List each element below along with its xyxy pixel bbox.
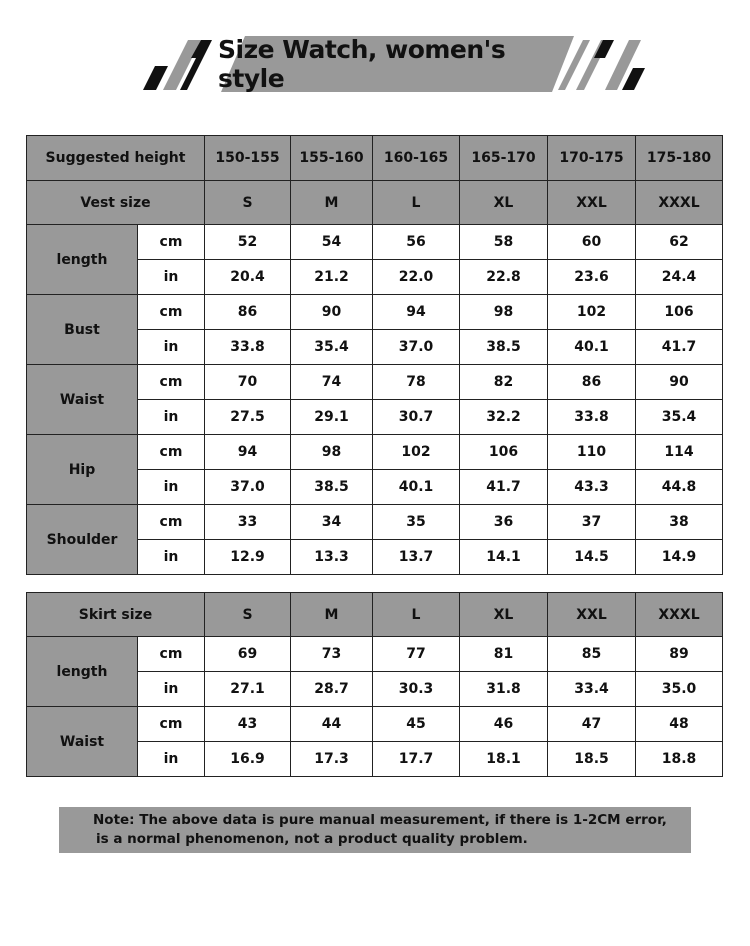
value-cell: 30.3 [373,672,460,707]
value-cell: 37 [548,505,636,540]
value-cell: 20.4 [205,260,291,295]
unit-label: cm [138,637,205,672]
value-cell: 46 [460,707,548,742]
value-cell: 78 [373,365,460,400]
value-cell: 94 [205,435,291,470]
value-cell: 77 [373,637,460,672]
unit-label: in [138,540,205,575]
measurement-label: length [27,225,138,295]
value-cell: 81 [460,637,548,672]
value-cell: 18.5 [548,742,636,777]
measurement-row [27,637,723,672]
value-cell: 22.0 [373,260,460,295]
value-cell: 90 [291,295,373,330]
value-cell: 58 [460,225,548,260]
size-cell: XXL [548,181,636,225]
value-cell: 13.3 [291,540,373,575]
measurement-note [59,807,691,853]
unit-label: in [138,742,205,777]
measurement-row [27,225,723,260]
height-cell: 170-175 [548,136,636,181]
measurement-row [27,365,723,400]
unit-label: cm [138,435,205,470]
value-cell: 35.0 [636,672,723,707]
value-cell: 33 [205,505,291,540]
value-cell: 74 [291,365,373,400]
left-slash-1 [143,66,168,90]
value-cell: 52 [205,225,291,260]
value-cell: 21.2 [291,260,373,295]
value-cell: 102 [373,435,460,470]
size-cell: M [291,593,373,637]
value-cell: 45 [373,707,460,742]
value-cell: 48 [636,707,723,742]
value-cell: 29.1 [291,400,373,435]
height-cell: 175-180 [636,136,723,181]
value-cell: 40.1 [373,470,460,505]
unit-label: in [138,330,205,365]
size-cell: XXL [548,593,636,637]
value-cell: 16.9 [205,742,291,777]
unit-label: cm [138,295,205,330]
value-cell: 38 [636,505,723,540]
value-cell: 62 [636,225,723,260]
measurement-label: length [27,637,138,707]
value-cell: 35 [373,505,460,540]
value-cell: 40.1 [548,330,636,365]
unit-label: cm [138,225,205,260]
value-cell: 36 [460,505,548,540]
measurement-row [27,505,723,540]
value-cell: 73 [291,637,373,672]
measurement-label: Hip [27,435,138,505]
value-cell: 98 [460,295,548,330]
unit-label: in [138,470,205,505]
value-cell: 27.1 [205,672,291,707]
value-cell: 14.1 [460,540,548,575]
height-cell: 160-165 [373,136,460,181]
vest-size-table [26,135,723,575]
value-cell: 43 [205,707,291,742]
value-cell: 31.8 [460,672,548,707]
value-cell: 43.3 [548,470,636,505]
height-row [27,136,723,181]
height-label: Suggested height [27,136,205,181]
value-cell: 33.8 [548,400,636,435]
value-cell: 30.7 [373,400,460,435]
value-cell: 44 [291,707,373,742]
value-cell: 14.5 [548,540,636,575]
value-cell: 54 [291,225,373,260]
value-cell: 89 [636,637,723,672]
value-cell: 86 [205,295,291,330]
value-cell: 94 [373,295,460,330]
value-cell: 35.4 [636,400,723,435]
unit-label: in [138,400,205,435]
value-cell: 18.1 [460,742,548,777]
skirt-size-row [27,593,723,637]
measurement-label: Waist [27,365,138,435]
value-cell: 34 [291,505,373,540]
unit-label: cm [138,365,205,400]
value-cell: 98 [291,435,373,470]
size-cell: L [373,181,460,225]
size-cell: XXXL [636,181,723,225]
value-cell: 106 [460,435,548,470]
value-cell: 35.4 [291,330,373,365]
value-cell: 106 [636,295,723,330]
value-cell: 38.5 [460,330,548,365]
size-cell: XXXL [636,593,723,637]
height-cell: 165-170 [460,136,548,181]
vest-size-row [27,181,723,225]
size-cell: M [291,181,373,225]
value-cell: 114 [636,435,723,470]
size-cell: XL [460,593,548,637]
value-cell: 37.0 [205,470,291,505]
unit-label: cm [138,505,205,540]
value-cell: 12.9 [205,540,291,575]
value-cell: 86 [548,365,636,400]
value-cell: 85 [548,637,636,672]
unit-label: in [138,260,205,295]
measurement-row [27,707,723,742]
value-cell: 110 [548,435,636,470]
size-cell: L [373,593,460,637]
note-line-1: Note: The above data is pure manual measurement, if there is 1-2CM error, [93,812,667,828]
value-cell: 17.3 [291,742,373,777]
unit-label: cm [138,707,205,742]
value-cell: 27.5 [205,400,291,435]
height-cell: 150-155 [205,136,291,181]
measurement-row [27,295,723,330]
value-cell: 82 [460,365,548,400]
value-cell: 38.5 [291,470,373,505]
measurement-label: Waist [27,707,138,777]
size-cell: XL [460,181,548,225]
value-cell: 22.8 [460,260,548,295]
value-cell: 37.0 [373,330,460,365]
value-cell: 13.7 [373,540,460,575]
title-banner [0,0,750,110]
measurement-row [27,435,723,470]
size-cell: S [205,181,291,225]
value-cell: 33.8 [205,330,291,365]
value-cell: 90 [636,365,723,400]
value-cell: 102 [548,295,636,330]
value-cell: 56 [373,225,460,260]
skirt-size-label: Skirt size [27,593,205,637]
skirt-size-table [26,592,723,777]
note-line-2: is a normal phenomenon, not a product quality problem. [96,831,528,847]
size-cell: S [205,593,291,637]
value-cell: 18.8 [636,742,723,777]
value-cell: 32.2 [460,400,548,435]
value-cell: 44.8 [636,470,723,505]
value-cell: 70 [205,365,291,400]
value-cell: 47 [548,707,636,742]
value-cell: 17.7 [373,742,460,777]
value-cell: 60 [548,225,636,260]
page-title: Size Watch, women's style [218,35,506,93]
value-cell: 33.4 [548,672,636,707]
unit-label: in [138,672,205,707]
value-cell: 41.7 [636,330,723,365]
height-cell: 155-160 [291,136,373,181]
value-cell: 23.6 [548,260,636,295]
value-cell: 41.7 [460,470,548,505]
value-cell: 24.4 [636,260,723,295]
value-cell: 28.7 [291,672,373,707]
vest-size-label: Vest size [27,181,205,225]
value-cell: 69 [205,637,291,672]
measurement-label: Bust [27,295,138,365]
value-cell: 14.9 [636,540,723,575]
measurement-label: Shoulder [27,505,138,575]
